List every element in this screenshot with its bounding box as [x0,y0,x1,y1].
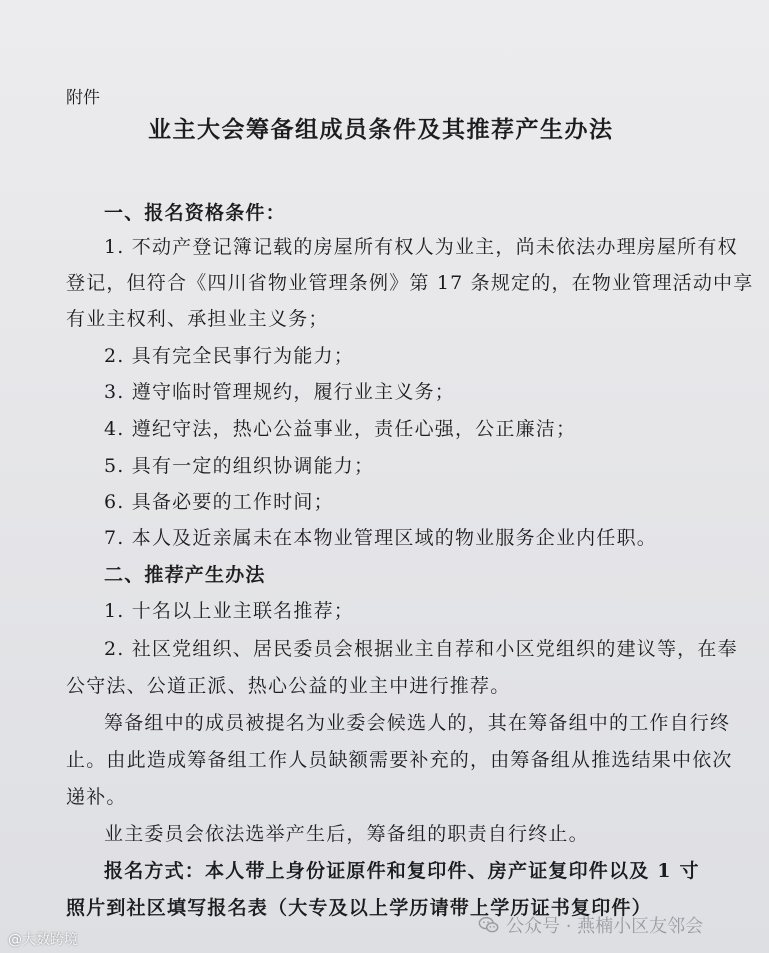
watermark-left: @大数跨境 [8,932,78,948]
text-line: 6. 具备必要的工作时间； [104,491,334,513]
text-line: 4. 遵纪守法，热心公益事业，责任心强，公正廉洁； [104,418,577,440]
text-line: 登记，但符合《四川省物业管理条例》第 17 条规定的，在物业管理活动中享 [66,272,754,294]
text-line: 筹备组中的成员被提名为业委会候选人的，其在筹备组中的工作自行终 [104,712,731,734]
text-line: 1. 十名以上业主联名推荐； [104,600,354,622]
text-line: 业主委员会依法选举产生后，筹备组的职责自行终止。 [104,823,589,845]
text-line: 1. 不动产登记簿记载的房屋所有权人为业主，尚未依法办理房屋所有权 [104,236,738,258]
section-heading-1: 一、报名资格条件： [104,202,286,224]
text-line: 7. 本人及近亲属未在本物业管理区域的物业服务企业内任职。 [104,527,657,549]
text-line: 递补。 [66,786,127,808]
watermark-right-text: 公众号 · 燕楠小区友邻会 [506,916,704,937]
text-line: 公守法、公道正派、热心公益的业主中进行推荐。 [66,675,511,697]
wechat-icon [478,914,500,936]
section-heading-2: 二、推荐产生办法 [104,564,266,586]
text-line: 5. 具有一定的组织协调能力； [104,455,375,477]
text-line: 报名方式：本人带上身份证原件和复印件、房产证复印件以及 1 寸 [104,860,700,882]
text-line: 照片到社区填写报名表（大专及以上学历请带上学历证书复印件） [66,897,652,919]
text-line: 3. 遵守临时管理规约，履行业主义务； [104,381,455,403]
text-line: 止。由此造成筹备组工作人员缺额需要补充的，由筹备组从推选结果中依次 [66,749,733,771]
text-line: 有业主权利、承担业主义务； [66,308,329,330]
watermark-right [478,912,703,938]
text-line: 2. 具有完全民事行为能力； [104,345,354,367]
text-line: 2. 社区党组织、居民委员会根据业主自荐和小区党组织的建议等，在奉 [104,638,738,660]
attachment-label: 附件 [66,88,100,108]
document-title: 业主大会筹备组成员条件及其推荐产生办法 [148,117,614,143]
